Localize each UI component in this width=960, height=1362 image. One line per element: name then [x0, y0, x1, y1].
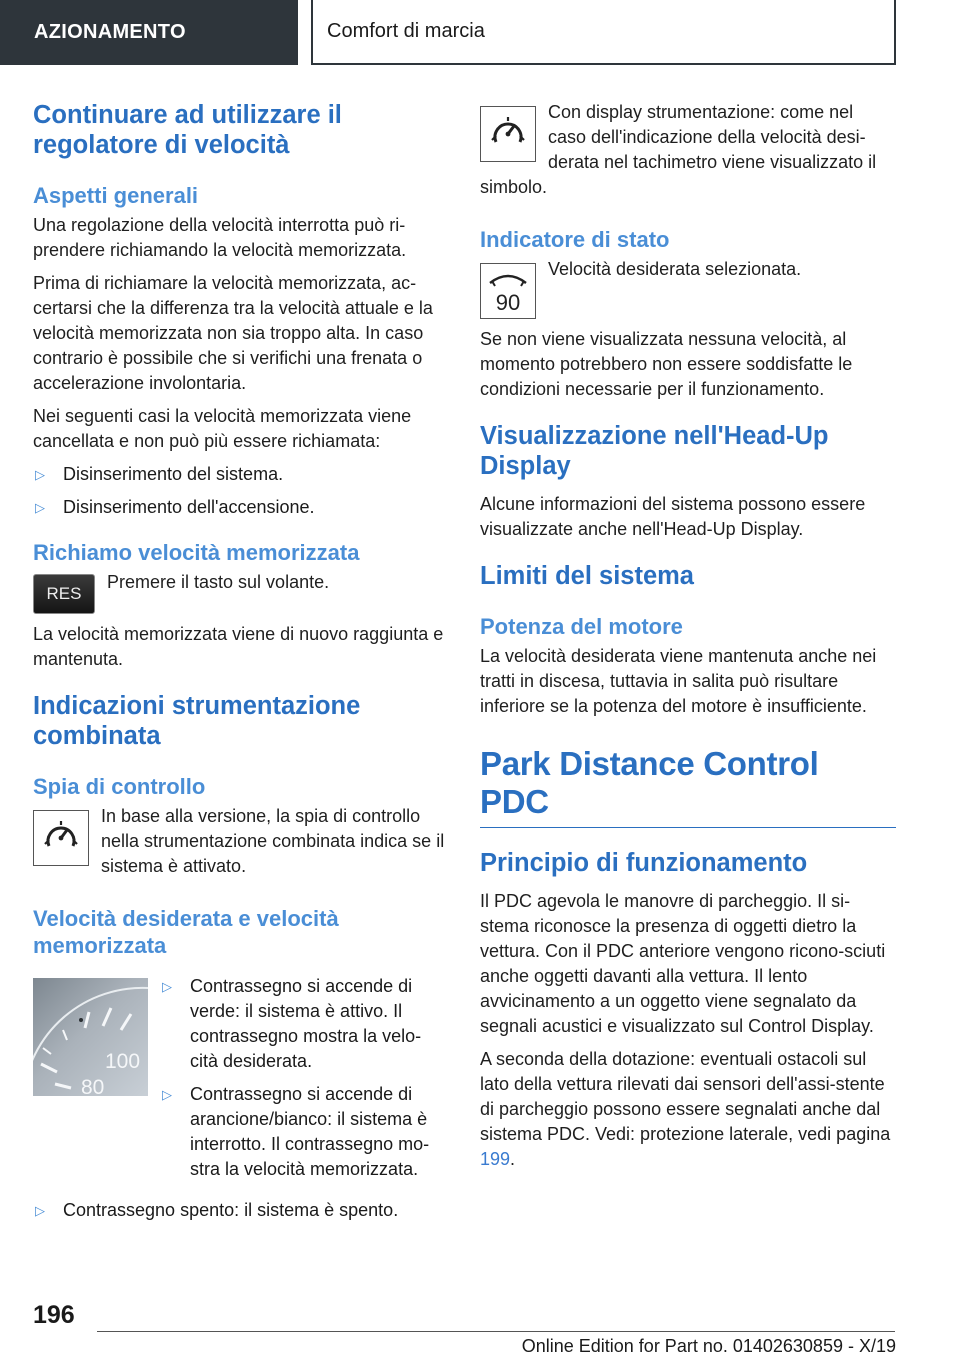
heading-pdc: Park Distance Control PDC	[480, 745, 896, 828]
list-item-text: Contrassegno si accende di verde: il sistema è attivo. Il contrassegno mostra la velo-cità desiderata.	[190, 976, 422, 1071]
speedometer-gauge-image	[33, 978, 148, 1096]
list-item-text: Disinserimento del sistema.	[63, 464, 284, 484]
list-item	[33, 462, 449, 487]
spento-list	[33, 1198, 449, 1223]
spia-row	[33, 804, 449, 879]
paragraph: La velocità desiderata viene mantenuta anche nei tratti in discesa, tuttavia in salita può risultare inferiore se la potenza del motore è insufficiente.	[480, 646, 877, 716]
gauge-list	[160, 974, 449, 1190]
gauge-label-100: 100	[105, 1050, 141, 1073]
set-speed-value: 90	[495, 290, 521, 315]
gauge-label-80: 80	[81, 1076, 105, 1096]
speedometer-icon	[480, 106, 536, 162]
list-item-text: Contrassegno si accende di arancione/bianco: il sistema è interrotto. Il contrassegno mo-stra la velocità memorizzata.	[190, 1084, 430, 1179]
heading-aspetti: Aspetti generali	[33, 183, 199, 208]
page-link[interactable]: 199	[480, 1149, 511, 1169]
triangle-bullet-icon: ▷	[35, 1203, 45, 1218]
heading-headup: Visualizzazione nell'Head-Up Display	[480, 422, 829, 480]
heading-richiamo: Richiamo velocità memorizzata	[33, 540, 360, 565]
right-column	[480, 100, 896, 1180]
footer-divider	[97, 1331, 895, 1332]
triangle-bullet-icon: ▷	[35, 467, 45, 482]
res-button-icon	[33, 574, 95, 614]
res-row	[33, 570, 449, 614]
heading-stato: Indicatore di stato	[480, 227, 670, 252]
paragraph: Nei seguenti casi la velocità memorizzata viene cancellata e non può più essere richiamata:	[33, 406, 412, 451]
stato-row	[480, 257, 896, 319]
list-item-text: Contrassegno spento: il sistema è spento.	[63, 1200, 399, 1220]
paragraph	[480, 1047, 896, 1172]
list-item	[33, 1198, 449, 1223]
res-label: RES	[46, 584, 82, 603]
paragraph: La velocità memorizzata viene di nuovo raggiunta e mantenuta.	[33, 624, 444, 669]
paragraph: Il PDC agevola le manovre di parcheggio. Il si-stema riconosce la presenza di oggetti dietro la vettura. Con il PDC anteriore vengono ricono-sciuti anche oggetti davanti alla vettura. Il lento avvicinamento a un oggetto viene segnalato da segnali acustici e visualizzato sul Control Display.	[480, 891, 886, 1036]
heading-continuare: Continuare ad utilizzare il regolatore di velocità	[33, 101, 342, 159]
list-item	[33, 495, 449, 520]
triangle-bullet-icon: ▷	[162, 979, 172, 994]
section-title: AZIONAMENTO	[34, 21, 186, 43]
display-row	[480, 100, 896, 200]
set-speed-icon	[480, 263, 536, 319]
heading-spia: Spia di controllo	[33, 774, 206, 799]
paragraph: Velocità desiderata selezionata.	[548, 259, 802, 279]
chapter-title: Comfort di marcia	[327, 20, 485, 42]
page-number: 196	[33, 1301, 75, 1329]
heading-principio: Principio di funzionamento	[480, 849, 808, 877]
paragraph: Alcune informazioni del sistema possono essere visualizzate anche nell'Head-Up Display.	[480, 494, 866, 539]
paragraph-end: .	[510, 1149, 516, 1169]
list-item	[160, 974, 449, 1074]
gauge-row	[33, 974, 449, 1198]
speedometer-icon	[33, 810, 89, 866]
paragraph: Con display strumentazione: come nel caso dell'indicazione della velocità desi-derata nel tachimetro viene visualizzato il simbolo.	[480, 102, 877, 197]
heading-velocita: Velocità desiderata e velocità memorizzata	[33, 906, 339, 958]
cancel-list	[33, 462, 449, 520]
section-tab	[0, 0, 298, 65]
chapter-tab	[311, 0, 896, 65]
left-column	[33, 100, 449, 1231]
paragraph: Premere il tasto sul volante.	[107, 572, 330, 592]
paragraph: Prima di richiamare la velocità memorizzata, ac-certarsi che la differenza tra la velocità attuale e la velocità memorizzata non sia troppo alta. In caso contrario è possibile che si verifichi una frenata o accelerazione involontaria.	[33, 273, 433, 393]
list-item-text: Disinserimento dell'accensione.	[63, 497, 315, 517]
paragraph: In base alla versione, la spia di controllo nella strumentazione combinata indica se il sistema è attivato.	[101, 806, 445, 876]
paragraph: Una regolazione della velocità interrotta può ri-prendere richiamando la velocità memorizzata.	[33, 215, 407, 260]
paragraph: Se non viene visualizzata nessuna velocità, al momento potrebbero non essere soddisfatte le condizioni necessarie per il funzionamento.	[480, 329, 853, 399]
heading-limiti: Limiti del sistema	[480, 562, 694, 590]
paragraph-text: A seconda della dotazione: eventuali ostacoli sul lato della vettura rilevati dai sensori dell'assi-stente di parcheggio possono essere segnalati anche dal sistema PDC. Vedi: protezione laterale, vedi pagina	[480, 1049, 891, 1144]
list-item	[160, 1082, 449, 1182]
triangle-bullet-icon: ▷	[162, 1087, 172, 1102]
heading-indicazioni: Indicazioni strumentazione combinata	[33, 692, 361, 750]
triangle-bullet-icon: ▷	[35, 500, 45, 515]
heading-potenza: Potenza del motore	[480, 614, 683, 639]
edition-text: Online Edition for Part no. 01402630859 - X/19	[521, 1336, 896, 1356]
